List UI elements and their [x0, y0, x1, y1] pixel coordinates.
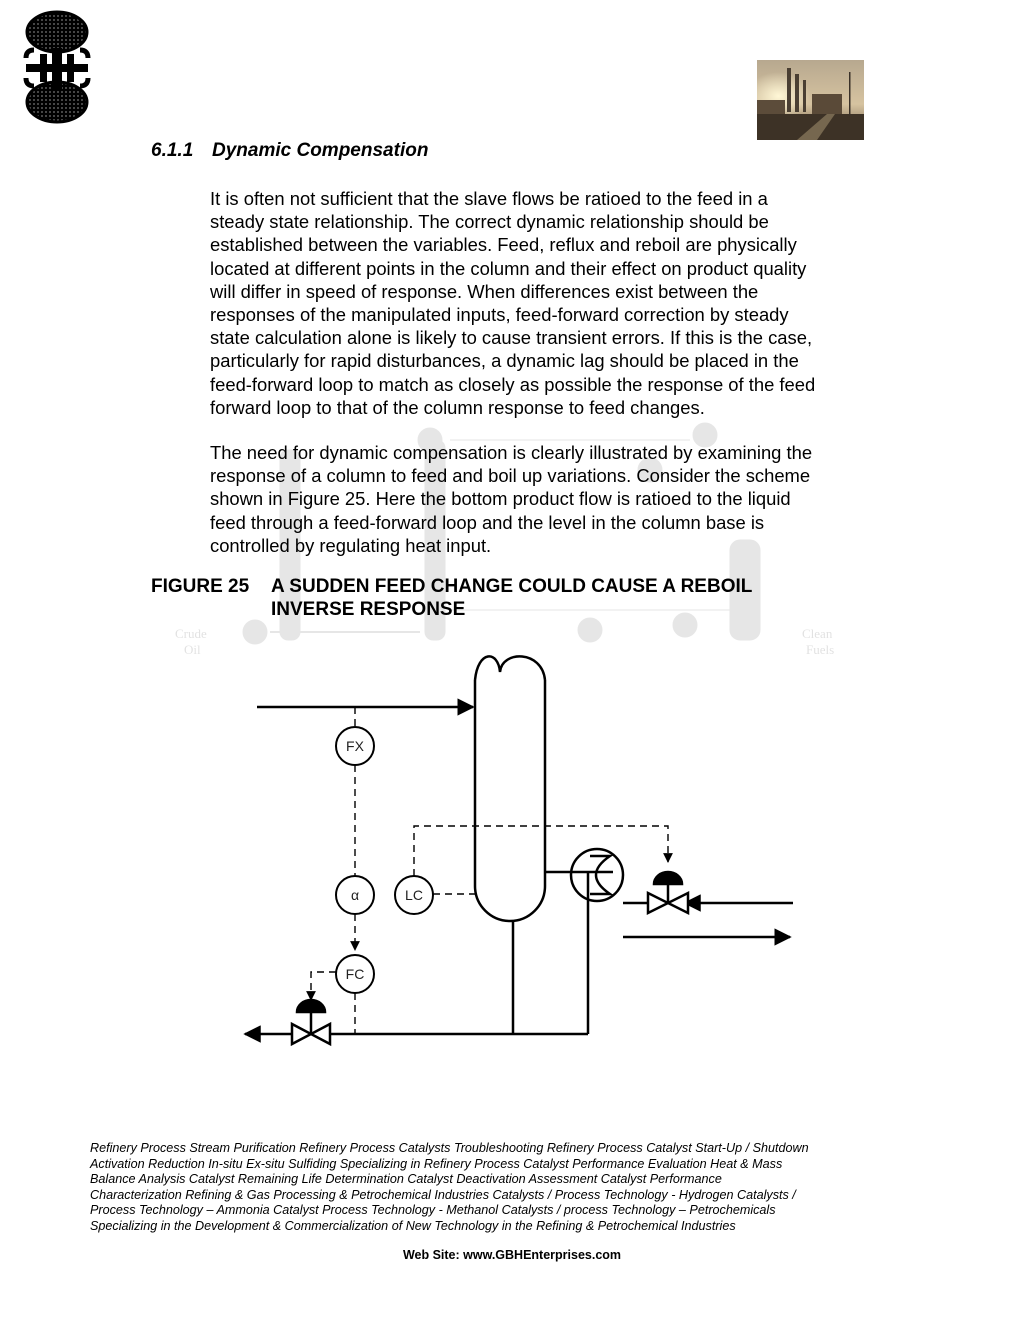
paragraph-line: state calculation alone is likely to cause transient errors. If this is the case, [210, 327, 813, 349]
footer-line: Refinery Process Stream Purification Refinery Process Catalysts Troubleshooting Refinery Process Catalyst Start-Up / Shutdown [90, 1141, 809, 1155]
figure-label: FIGURE 25 [151, 576, 250, 597]
paragraph-line: will differ in speed of response. When differences exist between the [210, 280, 759, 302]
distillation-column [475, 680, 545, 921]
website-link[interactable]: Web Site: www.GBHEnterprises.com [402, 1248, 622, 1262]
paragraph-dynamic-compensation-need [210, 441, 880, 557]
paragraph-line: feed-forward loop to match as closely as possible the response of the feed [210, 373, 816, 395]
column-top-break [475, 656, 545, 680]
watermark-clean: Clean [802, 626, 833, 641]
paragraph-line: located at different points in the column and their effect on product quality [210, 257, 807, 279]
column-control-diagram [230, 650, 880, 1060]
steam-control-valve [648, 872, 688, 913]
fc-label: FC [345, 966, 365, 982]
paragraph-line: It is often not sufficient that the slave flows be ratioed to the feed in a [210, 188, 768, 209]
section-title: Dynamic Compensation [212, 140, 429, 161]
refinery-photo [757, 60, 864, 140]
alpha-label: α [350, 887, 360, 903]
paragraph-line: steady state relationship. The correct dynamic relationship should be [210, 211, 769, 233]
signal-fc-to-valve [311, 972, 336, 1000]
section-number: 6.1.1 [151, 140, 194, 161]
ratio-instrument [336, 876, 374, 914]
paragraph-line: controlled by regulating heat input. [210, 534, 492, 556]
fc-instrument [336, 955, 374, 993]
lc-label: LC [405, 887, 423, 903]
paragraph-line: responses of the manipulated inputs, feed-forward correction by steady [210, 304, 789, 326]
paragraph-line: particularly for rapid disturbances, a dynamic lag should be placed in the [210, 350, 799, 372]
footer-line: Process Technology – Ammonia Catalyst Process Technology - Methanol Catalysts / process Technology – Petrochemicals [90, 1203, 776, 1217]
footer-line: Specializing in the Development & Commercialization of New Technology in the Refining & Petrochemical Industries [90, 1218, 736, 1233]
paragraph-line: established between the variables. Feed, reflux and reboil are physically [210, 234, 797, 256]
company-logo [20, 10, 94, 124]
paragraph-line: shown in Figure 25. Here the bottom product flow is ratioed to the liquid [210, 488, 791, 510]
reboiler-coil [590, 856, 610, 894]
watermark-fuels: Fuels [806, 642, 835, 657]
footer-line: Activation Reduction In-situ Ex-situ Sulfiding Specializing in Refinery Process Catalyst Performance Evaluation Heat & Mass [90, 1156, 783, 1171]
section-heading [151, 140, 428, 162]
watermark-crude: Crude [175, 626, 207, 641]
paragraph-line: feed through a feed-forward loop and the level in the column base is [210, 511, 765, 533]
figure-title-line: INVERSE RESPONSE [271, 599, 466, 620]
lc-instrument [395, 876, 433, 914]
paragraph-line: response of a column to feed and boil up variations. Consider the scheme [210, 465, 811, 487]
footer-line: Balance Analysis Catalyst Remaining Life Determination Catalyst Deactivation Assessment Catalyst Performance [90, 1172, 722, 1186]
fx-instrument [336, 727, 374, 765]
footer-services-text [90, 1141, 890, 1234]
paragraph-line: The need for dynamic compensation is clearly illustrated by examining the [210, 442, 813, 463]
bottoms-control-valve [292, 1000, 330, 1044]
footer-line: Characterization Refining & Gas Processing & Petrochemical Industries Catalysts / Process Technology - Hydrogen Catalysts / [90, 1187, 796, 1202]
paragraph-dynamic-relationship [210, 187, 880, 419]
signal-lc-to-steam-valve [414, 826, 668, 876]
figure-title [271, 575, 871, 621]
figure-title-line: A SUDDEN FEED CHANGE COULD CAUSE A REBOIL [271, 576, 753, 597]
watermark-oil: Oil [184, 642, 201, 657]
paragraph-line: forward loop to that of the column response to feed changes. [210, 396, 705, 418]
fx-label: FX [346, 738, 364, 754]
